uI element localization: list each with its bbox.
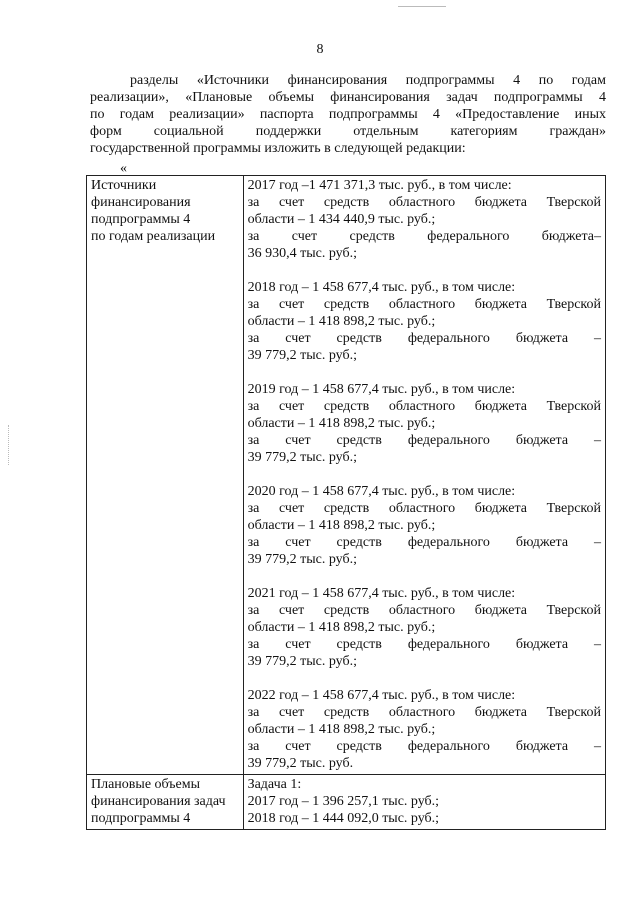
federal-budget-amount: 36 930,4 тыс. руб.; [247,246,357,261]
label-line: Плановые объемы [91,777,201,792]
regional-budget-line: за счет средств областного бюджета Тверской [247,195,601,210]
year-total: 2022 год – 1 458 677,4 тыс. руб., в том числе: [247,688,516,703]
federal-budget-line: за счет средств федерального бюджета – [247,433,601,448]
federal-budget-line: за счет средств федерального бюджета – [247,535,601,550]
label-line: финансирования задач [91,794,226,809]
year-total: 2021 год – 1 458 677,4 тыс. руб., в том числе: [247,586,516,601]
row-label-planned-volumes [87,775,244,830]
table-row [87,775,606,830]
year-block-2021 [248,585,601,670]
task-year-amount: 2017 год – 1 396 257,1 тыс. руб.; [247,794,440,809]
year-block-2017 [248,177,601,262]
federal-budget-amount: 39 779,2 тыс. руб. [247,756,354,771]
passport-table [86,175,606,830]
federal-budget-line: за счет средств федерального бюджета – [247,739,601,754]
intro-line: государственной программы изложить в следующей редакции: [90,141,466,156]
federal-budget-line: за счет средств федерального бюджета– [247,229,601,244]
row-label-funding-sources [87,176,244,775]
federal-budget-amount: 39 779,2 тыс. руб.; [247,552,357,567]
regional-budget-line: за счет средств областного бюджета Тверской [247,399,601,414]
regional-budget-amount: области – 1 418 898,2 тыс. руб.; [247,314,436,329]
year-block-2020 [248,483,601,568]
regional-budget-line: за счет средств областного бюджета Тверской [247,603,601,618]
federal-budget-amount: 39 779,2 тыс. руб.; [247,654,357,669]
regional-budget-amount: области – 1 418 898,2 тыс. руб.; [247,620,436,635]
intro-paragraph [90,72,606,157]
label-line: финансирования [91,195,191,210]
federal-budget-line: за счет средств федерального бюджета – [247,331,601,346]
regional-budget-amount: области – 1 434 440,9 тыс. руб.; [247,212,436,227]
regional-budget-amount: области – 1 418 898,2 тыс. руб.; [247,722,436,737]
table-row [87,176,606,775]
regional-budget-line: за счет средств областного бюджета Тверской [247,705,601,720]
federal-budget-line: за счет средств федерального бюджета – [247,637,601,652]
intro-line: по годам реализации» паспорта подпрограммы 4 «Предоставление иных [90,107,606,122]
task-funding-cell [243,775,605,830]
regional-budget-line: за счет средств областного бюджета Тверской [247,501,601,516]
regional-budget-line: за счет средств областного бюджета Тверской [247,297,601,312]
label-line: подпрограммы 4 [91,212,191,227]
label-line: подпрограммы 4 [91,811,191,826]
year-block-2022 [248,687,601,772]
scan-mark [398,6,446,7]
page-number: 8 [316,42,324,57]
funding-by-year-cell [243,176,605,775]
federal-budget-amount: 39 779,2 тыс. руб.; [247,450,357,465]
year-block-2019 [248,381,601,466]
opening-quote: « [120,161,127,176]
intro-line: реализации», «Плановые объемы финансирования задач подпрограммы 4 [90,90,606,105]
task-year-amount: 2018 год – 1 444 092,0 тыс. руб.; [247,811,440,826]
year-block-2018 [248,279,601,364]
label-line: Источники [91,178,157,193]
label-line: по годам реализации [91,229,216,244]
task-heading: Задача 1: [247,777,302,792]
intro-line: разделы «Источники финансирования подпрограммы 4 по годам [130,73,606,88]
federal-budget-amount: 39 779,2 тыс. руб.; [247,348,357,363]
year-total: 2020 год – 1 458 677,4 тыс. руб., в том числе: [247,484,516,499]
year-total: 2017 год –1 471 371,3 тыс. руб., в том числе: [247,178,512,193]
scan-margin-mark [8,425,11,465]
intro-line: форм социальной поддержки отдельным категориям граждан» [90,124,606,139]
regional-budget-amount: области – 1 418 898,2 тыс. руб.; [247,518,436,533]
regional-budget-amount: области – 1 418 898,2 тыс. руб.; [247,416,436,431]
year-total: 2019 год – 1 458 677,4 тыс. руб., в том числе: [247,382,516,397]
year-total: 2018 год – 1 458 677,4 тыс. руб., в том числе: [247,280,516,295]
